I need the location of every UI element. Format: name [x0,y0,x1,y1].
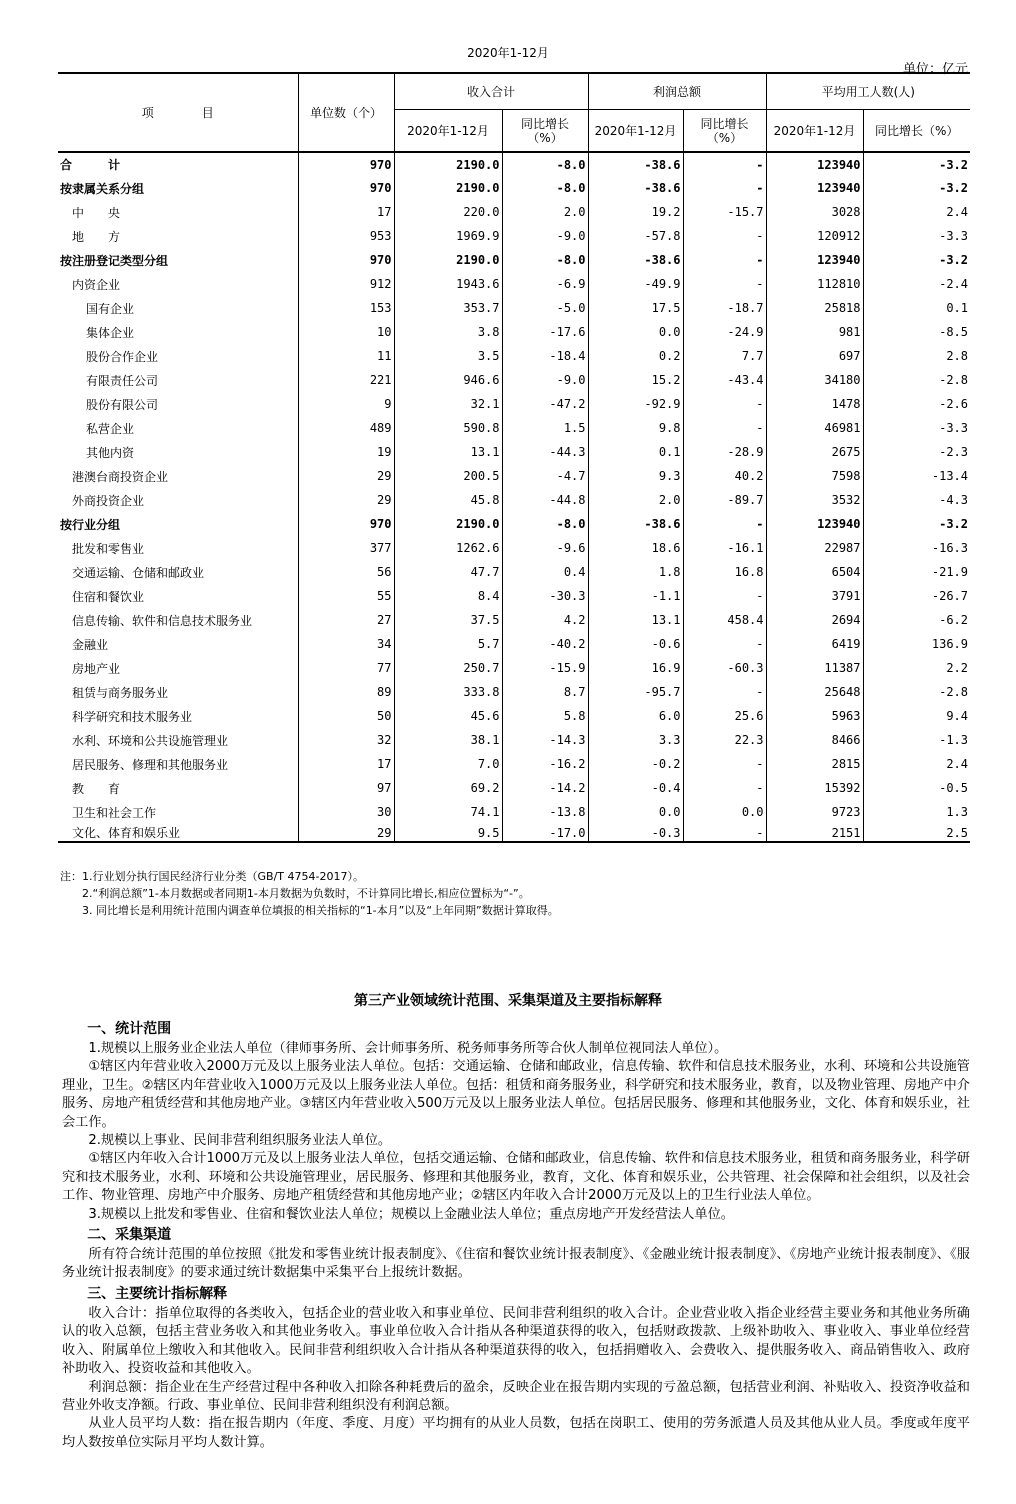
cell-income-g: -44.3 [502,440,588,464]
cell-income: 69.2 [394,776,502,800]
note-line: 注：1.行业划分执行国民经济行业分类（GB/T 4754-2017）。 [60,870,364,883]
statistics-table [58,72,970,843]
cell-staff: 25818 [766,296,863,320]
cell-units: 27 [298,608,394,632]
col-income-header: 收入合计 [394,73,588,110]
cell-staff-g: -2.6 [863,392,970,416]
col-staff-header: 平均用工人数(人) [766,73,970,110]
cell-staff: 2815 [766,752,863,776]
cell-profit-g: - [683,752,766,776]
cell-units: 970 [298,176,394,200]
row-label: 有限责任公司 [58,368,298,392]
cell-profit: -95.7 [588,680,683,704]
cell-income-g: -9.0 [502,224,588,248]
cell-income: 1969.9 [394,224,502,248]
row-label: 按注册登记类型分组 [58,248,298,272]
cell-staff-g: 1.3 [863,800,970,824]
cell-profit-g: 16.8 [683,560,766,584]
row-label: 房地产业 [58,656,298,680]
row-label: 地 方 [58,224,298,248]
paragraph: 利润总额：指企业在生产经营过程中各种收入扣除各种耗费后的盈余，反映企业在报告期内实现的亏盈总额，包括营业利润、补贴收入、投资净收益和营业外收支净额。行政、事业单位、民间非营利组织没有利润总额。 [62,1379,970,1413]
table-row [58,152,970,176]
cell-income-g: 5.8 [502,704,588,728]
cell-staff-g: -2.3 [863,440,970,464]
cell-staff: 7598 [766,464,863,488]
cell-income: 353.7 [394,296,502,320]
cell-income: 32.1 [394,392,502,416]
cell-income-g: 4.2 [502,608,588,632]
cell-profit: 0.2 [588,344,683,368]
note-line: 2.“利润总额”1-本月数据或者同期1-本月数据为负数时，不计算同比增长,相应位置标为“-”。 [60,887,530,900]
cell-staff-g: -2.4 [863,272,970,296]
cell-income: 2190.0 [394,248,502,272]
table-row [58,200,970,224]
cell-profit: -57.8 [588,224,683,248]
table-row [58,392,970,416]
row-label: 外商投资企业 [58,488,298,512]
cell-staff-g: 2.8 [863,344,970,368]
report-period: 2020年1-12月 [467,46,549,60]
cell-units: 50 [298,704,394,728]
cell-staff-g: -6.2 [863,608,970,632]
table-row [58,368,970,392]
cell-units: 77 [298,656,394,680]
cell-profit-g: - [683,680,766,704]
cell-income: 7.0 [394,752,502,776]
cell-units: 10 [298,320,394,344]
cell-units: 34 [298,632,394,656]
cell-units: 56 [298,560,394,584]
row-label: 集体企业 [58,320,298,344]
cell-staff-g: -3.3 [863,416,970,440]
col-profit-header: 利润总额 [588,73,766,110]
cell-income: 3.5 [394,344,502,368]
cell-income: 13.1 [394,440,502,464]
cell-units: 489 [298,416,394,440]
cell-units: 32 [298,728,394,752]
cell-staff: 6419 [766,632,863,656]
cell-profit: 15.2 [588,368,683,392]
cell-staff-g: -0.5 [863,776,970,800]
cell-staff-g: -8.5 [863,320,970,344]
cell-profit-g: 458.4 [683,608,766,632]
cell-staff: 15392 [766,776,863,800]
cell-staff-g: -3.3 [863,224,970,248]
cell-profit-g: -89.7 [683,488,766,512]
cell-profit: 3.3 [588,728,683,752]
cell-profit-g: - [683,224,766,248]
cell-staff-g: -2.8 [863,680,970,704]
table-row [58,608,970,632]
table-notes [60,868,980,919]
cell-income-g: -17.0 [502,824,588,842]
paragraph: 2.规模以上事业、民间非营利组织服务业法人单位。 [88,1133,392,1149]
cell-staff: 3028 [766,200,863,224]
cell-staff: 112810 [766,272,863,296]
table-row [58,584,970,608]
cell-income-g: 0.4 [502,560,588,584]
table-row [58,728,970,752]
cell-profit-g: - [683,152,766,176]
cell-staff: 123940 [766,512,863,536]
cell-profit-g: -16.1 [683,536,766,560]
table-row [58,176,970,200]
row-label: 交通运输、仓储和邮政业 [58,560,298,584]
cell-income-g: -8.0 [502,176,588,200]
cell-staff: 3791 [766,584,863,608]
cell-profit-g: - [683,272,766,296]
paragraph: ①辖区内年收入合计1000万元及以上服务业法人单位，包括交通运输、仓储和邮政业，信息传输、软件和信息技术服务业，租赁和商务服务业，科学研究和技术服务业，水利、环境和公共设施管理业，居民服务、修理和其他服务业，教育，文化、体育和娱乐业，公共管理、社会保障和社会组织，以及社会工作、物业管理、房地产中介服务、房地产租赁经营和其他房地产业；②辖区内年收入合计2000万元及以上的卫生行业法人单位。 [62,1151,970,1204]
cell-profit: 1.8 [588,560,683,584]
cell-profit: -38.6 [588,176,683,200]
paragraph: 收入合计：指单位取得的各类收入，包括企业的营业收入和事业单位、民间非营利组织的收入合计。企业营业收入指企业经营主要业务和其他业务所确认的收入总额，包括主营业务收入和其他业务收入。事业单位收入合计指从各种渠道获得的收入，包括财政拨款、上级补助收入、事业收入、事业单位经营收入、附属单位上缴收入和其他收入。民间非营利组织收入合计指从各种渠道获得的收入，包括捐赠收入、会费收入、提供服务收入、商品销售收入、政府补助收入、投资收益和其他收入。 [62,1305,970,1377]
cell-units: 29 [298,464,394,488]
cell-profit: 0.0 [588,800,683,824]
cell-staff-g: 2.5 [863,824,970,842]
cell-profit: 18.6 [588,536,683,560]
cell-profit: 0.0 [588,320,683,344]
cell-staff-g: -4.3 [863,488,970,512]
cell-units: 377 [298,536,394,560]
table-row [58,560,970,584]
row-label: 内资企业 [58,272,298,296]
cell-income-g: -8.0 [502,248,588,272]
cell-income: 333.8 [394,680,502,704]
cell-income-g: -13.8 [502,800,588,824]
row-label: 租赁与商务服务业 [58,680,298,704]
table-row [58,464,970,488]
table-row [58,824,970,842]
cell-units: 17 [298,752,394,776]
cell-income: 1262.6 [394,536,502,560]
cell-profit-g: - [683,584,766,608]
cell-staff-g: 2.4 [863,752,970,776]
table-row [58,512,970,536]
cell-staff: 2151 [766,824,863,842]
cell-income-g: -4.7 [502,464,588,488]
cell-staff: 6504 [766,560,863,584]
table-row [58,752,970,776]
cell-profit: -92.9 [588,392,683,416]
sub-period-header: 2020年1-12月 [588,110,683,153]
heading-indicators: 三、主要统计指标解释 [87,1285,228,1302]
cell-income: 590.8 [394,416,502,440]
cell-staff-g: -3.2 [863,248,970,272]
cell-income: 3.8 [394,320,502,344]
cell-staff-g: -16.3 [863,536,970,560]
paragraph: ①辖区内年营业收入2000万元及以上服务业法人单位。包括：交通运输、仓储和邮政业，信息传输、软件和信息技术服务业，水利、环境和公共设施管理业，卫生。②辖区内年营业收入1000万元及以上服务业法人单位。包括：租赁和商务服务业，科学研究和技术服务业，教育，以及物业管理、房地产中介服务、房地产租赁经营和其他房地产业。③辖区内年营业收入500万元及以上服务业法人单位。包括居民服务、修理和其他服务业，文化、体育和娱乐业，社会工作。 [62,1059,970,1130]
cell-income-g: 8.7 [502,680,588,704]
cell-profit-g: -15.7 [683,200,766,224]
cell-income-g: -17.6 [502,320,588,344]
cell-profit: 6.0 [588,704,683,728]
cell-income: 37.5 [394,608,502,632]
cell-income-g: -9.6 [502,536,588,560]
cell-income: 2190.0 [394,152,502,176]
cell-income: 250.7 [394,656,502,680]
cell-income-g: -16.2 [502,752,588,776]
table-row [58,248,970,272]
sub-growth-header: 同比增长 （%） [683,110,766,153]
table-row [58,320,970,344]
cell-staff-g: -3.2 [863,152,970,176]
cell-staff-g: 136.9 [863,632,970,656]
cell-income-g: -5.0 [502,296,588,320]
cell-income-g: -18.4 [502,344,588,368]
row-label: 私营企业 [58,416,298,440]
table-row [58,272,970,296]
sub-period-header: 2020年1-12月 [766,110,863,153]
cell-units: 9 [298,392,394,416]
row-label: 科学研究和技术服务业 [58,704,298,728]
table-row [58,488,970,512]
heading-channels: 二、采集渠道 [87,1227,172,1244]
row-label: 股份有限公司 [58,392,298,416]
cell-staff: 34180 [766,368,863,392]
cell-income-g: 1.5 [502,416,588,440]
cell-profit: -0.3 [588,824,683,842]
cell-income: 8.4 [394,584,502,608]
cell-staff: 11387 [766,656,863,680]
cell-units: 912 [298,272,394,296]
cell-income-g: -40.2 [502,632,588,656]
cell-profit-g: - [683,632,766,656]
cell-staff: 3532 [766,488,863,512]
cell-income: 2190.0 [394,512,502,536]
cell-income: 220.0 [394,200,502,224]
cell-profit-g: -43.4 [683,368,766,392]
cell-profit-g: -24.9 [683,320,766,344]
cell-income: 74.1 [394,800,502,824]
sub-period-header: 2020年1-12月 [394,110,502,153]
cell-income: 38.1 [394,728,502,752]
cell-profit-g: - [683,512,766,536]
cell-income: 2190.0 [394,176,502,200]
table-row [58,416,970,440]
sub-growth-header: 同比增长（%） [863,110,970,153]
cell-staff: 697 [766,344,863,368]
cell-income: 200.5 [394,464,502,488]
cell-profit: -0.4 [588,776,683,800]
cell-profit: -1.1 [588,584,683,608]
row-label: 批发和零售业 [58,536,298,560]
cell-profit: 17.5 [588,296,683,320]
sub-growth-header: 同比增长 （%） [502,110,588,153]
row-label: 港澳台商投资企业 [58,464,298,488]
row-label: 国有企业 [58,296,298,320]
cell-income-g: 2.0 [502,200,588,224]
cell-profit: 2.0 [588,488,683,512]
cell-profit-g: -28.9 [683,440,766,464]
cell-units: 30 [298,800,394,824]
cell-staff: 22987 [766,536,863,560]
cell-income: 1943.6 [394,272,502,296]
cell-units: 153 [298,296,394,320]
table-row [58,656,970,680]
heading-scope: 一、统计范围 [87,1021,172,1037]
cell-staff-g: -3.2 [863,512,970,536]
cell-income-g: -30.3 [502,584,588,608]
cell-income-g: -14.3 [502,728,588,752]
table-row [58,800,970,824]
row-label: 其他内资 [58,440,298,464]
cell-profit-g: 25.6 [683,704,766,728]
cell-profit: -38.6 [588,152,683,176]
cell-staff: 981 [766,320,863,344]
table-row [58,704,970,728]
table-row [58,224,970,248]
row-label: 住宿和餐饮业 [58,584,298,608]
cell-income: 9.5 [394,824,502,842]
cell-staff: 123940 [766,176,863,200]
cell-profit-g: 0.0 [683,800,766,824]
cell-staff-g: 2.4 [863,200,970,224]
cell-units: 89 [298,680,394,704]
cell-units: 19 [298,440,394,464]
cell-units: 55 [298,584,394,608]
cell-profit-g: -60.3 [683,656,766,680]
cell-staff-g: -26.7 [863,584,970,608]
cell-profit-g: 40.2 [683,464,766,488]
row-label: 股份合作企业 [58,344,298,368]
cell-staff-g: -3.2 [863,176,970,200]
paragraph: 1.规模以上服务业企业法人单位（律师事务所、会计师事务所、税务师事务所等合伙人制单位视同法人单位）。 [88,1041,728,1056]
cell-profit: 16.9 [588,656,683,680]
row-label: 文化、体育和娱乐业 [58,824,298,842]
cell-staff: 1478 [766,392,863,416]
cell-profit: -38.6 [588,512,683,536]
cell-staff-g: -13.4 [863,464,970,488]
cell-staff-g: 0.1 [863,296,970,320]
cell-income-g: -15.9 [502,656,588,680]
cell-staff-g: 9.4 [863,704,970,728]
paragraph: 从业人员平均人数：指在报告期内（年度、季度、月度）平均拥有的从业人员数，包括在岗职工、使用的劳务派遣人员及其他从业人员。季度或年度平均人数按单位实际月平均人数计算。 [62,1416,970,1450]
table-row [58,440,970,464]
cell-units: 17 [298,200,394,224]
cell-income: 47.7 [394,560,502,584]
cell-income-g: -9.0 [502,368,588,392]
cell-units: 97 [298,776,394,800]
cell-income-g: -6.9 [502,272,588,296]
cell-units: 29 [298,824,394,842]
cell-staff: 123940 [766,152,863,176]
cell-staff: 2675 [766,440,863,464]
cell-units: 970 [298,512,394,536]
row-label: 卫生和社会工作 [58,800,298,824]
cell-profit: -0.6 [588,632,683,656]
paragraph: 3.规模以上批发和零售业、住宿和餐饮业法人单位；规模以上金融业法人单位；重点房地产开发经营法人单位。 [88,1206,734,1222]
cell-units: 29 [298,488,394,512]
section-title: 第三产业领域统计范围、采集渠道及主要指标解释 [354,993,662,1009]
cell-staff: 5963 [766,704,863,728]
row-label: 中 央 [58,200,298,224]
cell-profit: 0.1 [588,440,683,464]
cell-income-g: -44.8 [502,488,588,512]
cell-profit: 9.3 [588,464,683,488]
table-row [58,632,970,656]
cell-staff-g: -1.3 [863,728,970,752]
row-label: 信息传输、软件和信息技术服务业 [58,608,298,632]
cell-income: 946.6 [394,368,502,392]
cell-units: 11 [298,344,394,368]
cell-units: 953 [298,224,394,248]
cell-staff: 8466 [766,728,863,752]
cell-units: 970 [298,152,394,176]
cell-profit: 19.2 [588,200,683,224]
row-label: 合 计 [58,152,298,176]
cell-staff: 25648 [766,680,863,704]
cell-profit: -0.2 [588,752,683,776]
explanation-body [62,1018,970,1452]
row-label: 按行业分组 [58,512,298,536]
cell-profit-g: - [683,416,766,440]
table-row [58,680,970,704]
cell-profit-g: 22.3 [683,728,766,752]
cell-staff: 120912 [766,224,863,248]
cell-income-g: -14.2 [502,776,588,800]
unit-label: 单位：亿元 [902,62,968,77]
cell-staff-g: -2.8 [863,368,970,392]
cell-units: 221 [298,368,394,392]
cell-staff: 2694 [766,608,863,632]
row-label: 金融业 [58,632,298,656]
cell-profit-g: - [683,176,766,200]
cell-income-g: -47.2 [502,392,588,416]
cell-staff: 9723 [766,800,863,824]
cell-income: 5.7 [394,632,502,656]
cell-income: 45.6 [394,704,502,728]
cell-income-g: -8.0 [502,512,588,536]
cell-profit: -38.6 [588,248,683,272]
row-label: 居民服务、修理和其他服务业 [58,752,298,776]
table-row [58,344,970,368]
cell-profit-g: - [683,392,766,416]
cell-staff: 46981 [766,416,863,440]
row-label: 按隶属关系分组 [58,176,298,200]
table-row [58,536,970,560]
cell-staff: 123940 [766,248,863,272]
note-line: 3. 同比增长是利用统计范围内调查单位填报的相关指标的“1-本月”以及“上年同期”数据计算取得。 [60,904,559,917]
col-units-header: 单位数（个） [298,73,394,152]
row-label: 水利、环境和公共设施管理业 [58,728,298,752]
paragraph: 所有符合统计范围的单位按照《批发和零售业统计报表制度》、《住宿和餐饮业统计报表制度》、《金融业统计报表制度》、《房地产业统计报表制度》、《服务业统计报表制度》的要求通过统计数据集中采集平台上报统计数据。 [62,1247,970,1281]
cell-profit-g: - [683,824,766,842]
cell-profit-g: -18.7 [683,296,766,320]
cell-income: 45.8 [394,488,502,512]
cell-staff-g: 2.2 [863,656,970,680]
table-row [58,296,970,320]
cell-profit-g: - [683,776,766,800]
cell-profit: 9.8 [588,416,683,440]
row-label: 教 育 [58,776,298,800]
cell-profit: 13.1 [588,608,683,632]
cell-units: 970 [298,248,394,272]
table-row [58,776,970,800]
col-item-header: 项 目 [58,73,298,152]
cell-profit-g: 7.7 [683,344,766,368]
cell-profit-g: - [683,248,766,272]
cell-income-g: -8.0 [502,152,588,176]
cell-staff-g: -21.9 [863,560,970,584]
cell-profit: -49.9 [588,272,683,296]
